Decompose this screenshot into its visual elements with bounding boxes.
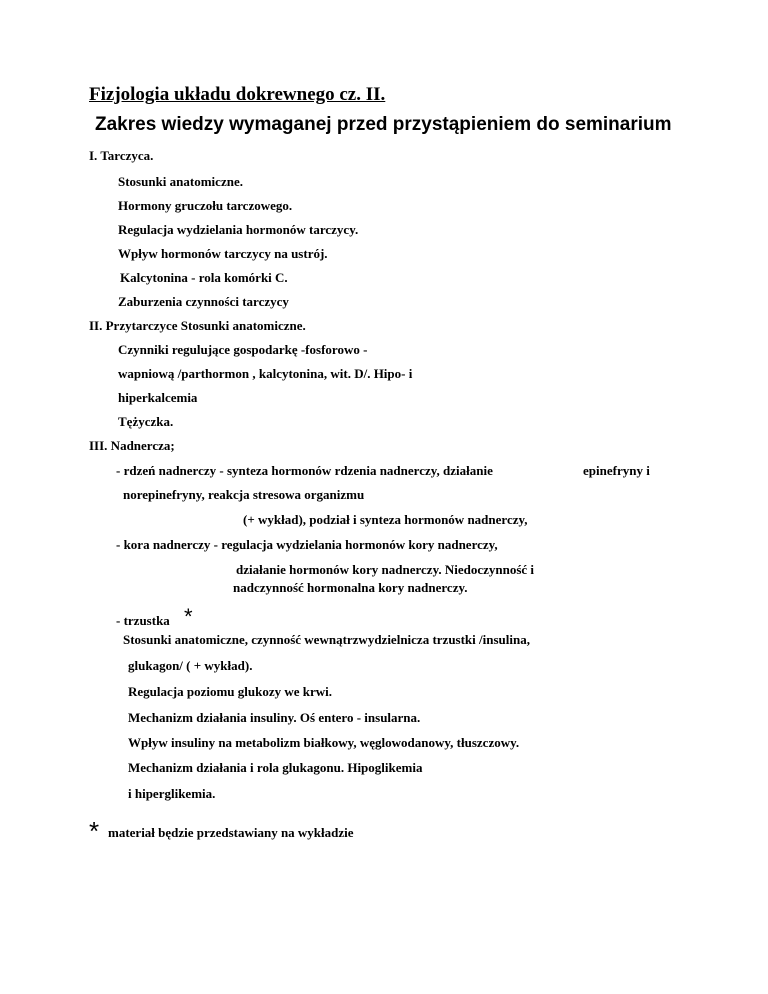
trzustka-label: - trzustka <box>116 613 170 628</box>
footnote-asterisk: * <box>89 816 100 846</box>
rdzen-line-3: (+ wykład), podział i synteza hormonów nadnerczy, <box>243 512 528 527</box>
list-item: Tężyczka. <box>118 414 174 429</box>
document-subtitle: Zakres wiedzy wymaganej przed przystąpieniem do seminarium <box>95 114 672 135</box>
list-item: Wpływ insuliny na metabolizm białkowy, węglowodanowy, tłuszczowy. <box>128 735 520 750</box>
section-heading-tarczyca: I. Tarczyca. <box>89 148 154 163</box>
list-item: Regulacja wydzielania hormonów tarczycy. <box>118 222 359 237</box>
list-item: i hiperglikemia. <box>128 786 216 801</box>
list-item: Stosunki anatomiczne, czynność wewnątrzwydzielnicza trzustki /insulina, <box>123 632 530 647</box>
list-item: Wpływ hormonów tarczycy na ustrój. <box>118 246 328 261</box>
kora-line-2: działanie hormonów kory nadnerczy. Niedoczynność i <box>236 562 535 577</box>
rdzen-line-2: norepinefryny, reakcja stresowa organizmu <box>123 487 365 502</box>
footnote-text: materiał będzie przedstawiany na wykładzie <box>108 825 354 840</box>
list-item: wapniową /parthormon , kalcytonina, wit. D/. Hipo- i <box>118 366 413 381</box>
rdzen-line-1-end: epinefryny i <box>583 463 650 478</box>
list-item: glukagon/ ( + wykład). <box>128 658 253 673</box>
kora-line-3: nadczynność hormonalna kory nadnerczy. <box>233 580 468 595</box>
section-heading-przytarczyce: II. Przytarczyce Stosunki anatomiczne. <box>89 318 306 333</box>
list-item: Hormony gruczołu tarczowego. <box>118 198 293 213</box>
list-item: Stosunki anatomiczne. <box>118 174 243 189</box>
trzustka-asterisk: * <box>184 604 193 629</box>
list-item: Mechanizm działania insuliny. Oś entero - insularna. <box>128 710 421 725</box>
list-item: Kalcytonina - rola komórki C. <box>120 270 288 285</box>
rdzen-line-1: - rdzeń nadnerczy - synteza hormonów rdzenia nadnerczy, działanie <box>116 463 493 478</box>
kora-line-1: - kora nadnerczy - regulacja wydzielania hormonów kory nadnerczy, <box>116 537 498 552</box>
list-item: Mechanizm działania i rola glukagonu. Hipoglikemia <box>128 760 423 775</box>
list-item: Zaburzenia czynności tarczycy <box>118 294 289 309</box>
list-item: Czynniki regulujące gospodarkę -fosforowo - <box>118 342 368 357</box>
section-heading-nadnercza: III. Nadnercza; <box>89 438 175 453</box>
list-item: Regulacja poziomu glukozy we krwi. <box>128 684 333 699</box>
document-title: Fizjologia układu dokrewnego cz. II. <box>89 84 386 105</box>
list-item: hiperkalcemia <box>118 390 198 405</box>
